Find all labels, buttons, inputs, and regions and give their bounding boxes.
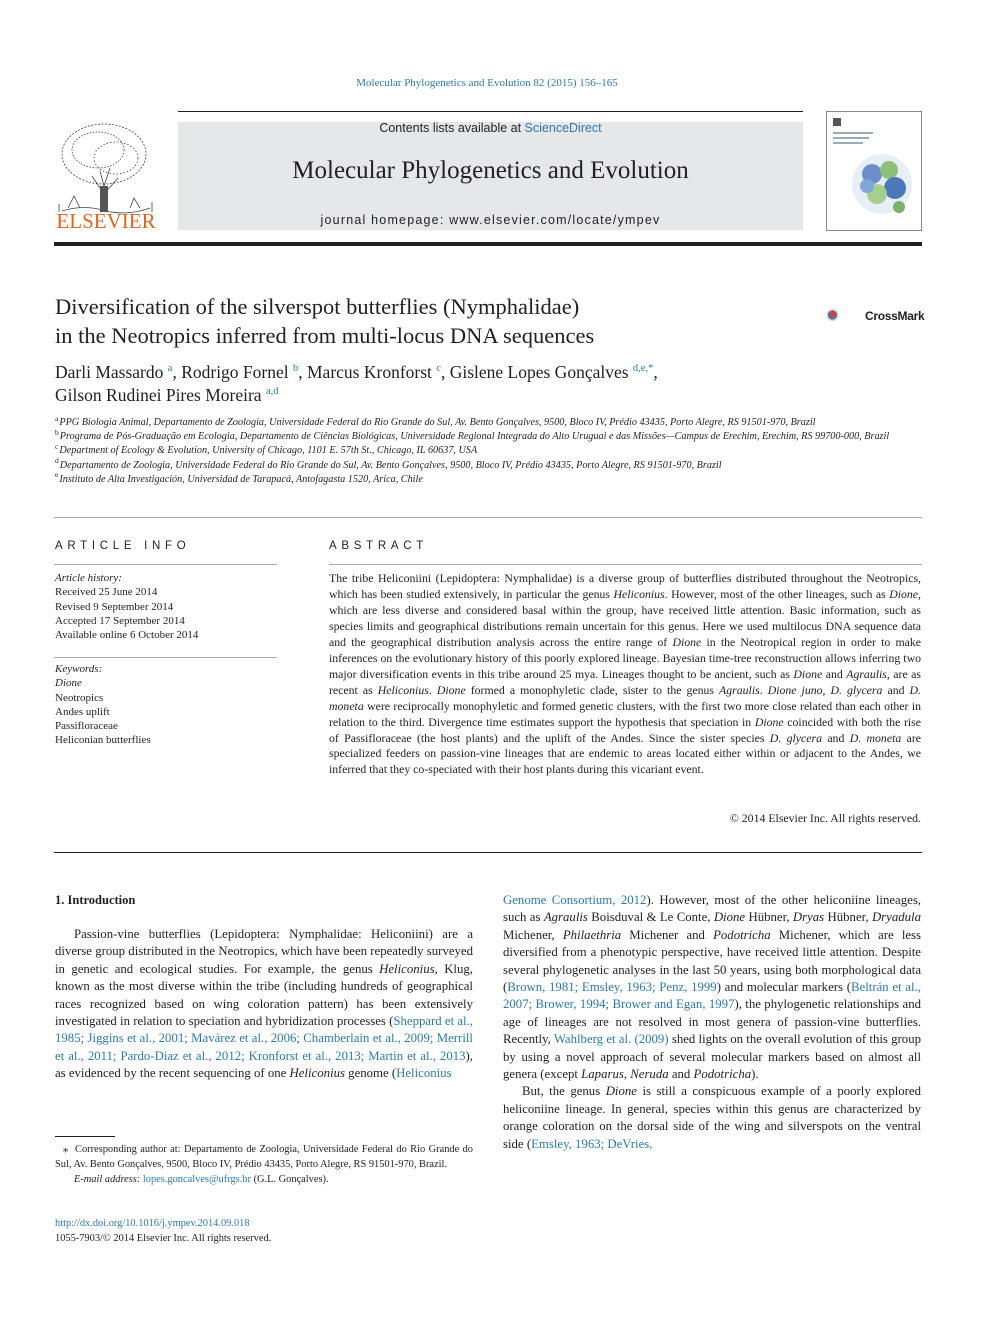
affiliation-text: Instituto de Alta Investigación, Universidad de Tarapacá, Antofagasta 1520, Arica, Chile	[59, 473, 423, 485]
article-info-heading: ARTICLE INFO	[55, 540, 191, 552]
corresponding-text: Corresponding author at: Departamento de Zoologia, Universidade Federal do Rio Grande do Sul, Av. Bento Gonçalves, 9500, Bloco IV, Prédio 43435, Porto Alegre, RS 91501-970, Brazil.	[55, 1144, 473, 1170]
author-affil-sup[interactable]: c	[436, 363, 441, 375]
keywords	[55, 662, 275, 748]
history-label: Article history:	[55, 572, 122, 584]
doi-link[interactable]: http://dx.doi.org/10.1016/j.ympev.2014.09.018	[55, 1218, 250, 1229]
divider	[54, 564, 277, 565]
article-title-line-1: Diversification of the silverspot butterflies (Nymphalidae)	[55, 294, 580, 319]
body-column-left: Passion-vine butterflies (Lepidoptera: Nymphalidae: Heliconiini) are a diverse group distributed in the Neotropics, which have been repeatedly surveyed in genetic and ecological studies. For example, the genus Heliconius, Klug, known as the most diverse within the tribe (including hundreds of geographical races recognized based on wing coloration pattern) has been extensively investigated in relation to speciation and hybridization processes (Sheppard et al., 1985; Jiggins et al., 2001; Mavárez et al., 2006; Chamberlain et al., 2009; Merrill et al., 2011; Pardo-Diaz et al., 2012; Kronforst et al., 2013; Martin et al., 2013), as evidenced by the recent sequencing of one Heliconius genome (Heliconius	[55, 927, 473, 1081]
top-rule	[178, 111, 803, 112]
doi-block	[55, 1216, 271, 1246]
author-affil-sup[interactable]: b	[293, 363, 299, 375]
author-name: Rodrigo Fornel	[181, 362, 289, 382]
footnote-rule	[55, 1136, 115, 1137]
divider	[329, 564, 922, 565]
affiliations	[55, 413, 923, 487]
affiliation-text: Departamento de Zoologia, Universidade Federal do Rio Grande do Sul, Av. Bento Gonçalves, 9500, Bloco IV, Prédio 43435, Porto Alegre, RS 91501-970, Brazil	[59, 459, 722, 471]
abstract-heading: ABSTRACT	[329, 540, 428, 552]
journal-title: Molecular Phylogenetics and Evolution	[292, 157, 689, 184]
journal-cover-art-icon	[827, 112, 921, 230]
affiliation-key: c	[55, 442, 59, 452]
author-sep: ,	[298, 362, 307, 382]
journal-cover-image[interactable]	[826, 111, 922, 231]
history-item: Revised 9 September 2014	[55, 600, 174, 613]
author-name: Gislene Lopes Gonçalves	[449, 362, 629, 382]
author-sep: ,	[440, 362, 450, 382]
keywords-label: Keywords:	[55, 663, 103, 675]
abstract-copyright: © 2014 Elsevier Inc. All rights reserved.	[729, 811, 921, 825]
crossmark-icon[interactable]	[826, 297, 862, 333]
sciencedirect-link[interactable]: ScienceDirect	[524, 121, 602, 135]
author-name: Marcus Kronforst	[307, 362, 432, 382]
author-sep: ,	[172, 362, 182, 382]
corresponding-author-footnote: ⁎ Corresponding author at: Departamento de Zoologia, Universidade Federal do Rio Grande do Sul, Av. Bento Gonçalves, 9500, Bloco IV, Prédio 43435, Porto Alegre, RS 91501-970, Brazil. E-mail address: lopes.goncalves@ufrgs.br (G.L. Gonçalves).	[55, 1144, 473, 1185]
affiliation-key: b	[55, 427, 59, 437]
history-item: Available online 6 October 2014	[55, 629, 199, 642]
section-heading: 1. Introduction	[55, 893, 136, 907]
history-item: Received 25 June 2014	[55, 586, 158, 599]
affiliation-item	[55, 444, 923, 458]
journal-reference[interactable]: Molecular Phylogenetics and Evolution 82 (2015) 156–165	[356, 77, 618, 89]
email-link[interactable]: lopes.goncalves@ufrgs.br	[142, 1174, 251, 1185]
affiliation-key: a	[55, 413, 59, 423]
keyword-item: Andes uplift	[55, 705, 110, 718]
author-name: Gilson Rudinei Pires Moreira	[55, 385, 262, 405]
author-sep: ,	[653, 362, 658, 382]
affiliation-key: d	[55, 456, 59, 466]
keyword-item: Dione	[55, 677, 82, 690]
email-label: E-mail address:	[74, 1174, 143, 1185]
affiliation-item	[55, 413, 923, 430]
author-list	[55, 361, 915, 407]
affiliation-key: e	[55, 470, 59, 480]
keyword-item: Neotropics	[55, 691, 104, 704]
header-thick-rule	[54, 242, 922, 246]
keyword-item: Heliconian butterflies	[55, 734, 151, 747]
elsevier-wordmark: ELSEVIER	[56, 209, 156, 233]
contents-prefix: Contents lists available at	[379, 121, 525, 135]
contents-line	[178, 121, 803, 135]
issn-line: 1055-7903/© 2014 Elsevier Inc. All rights reserved.	[55, 1233, 272, 1244]
divider	[54, 657, 277, 658]
homepage-url[interactable]: www.elsevier.com/locate/ympev	[449, 213, 661, 227]
article-history	[55, 571, 275, 642]
affiliation-text: Programa de Pós-Graduação em Ecologia, Departamento de Ciências Biológicas, Universidade Regional Integrada do Alto Uruguai e das Missões—Campus de Erechim, Erechim, RS 99700-000, Brazil	[59, 431, 890, 443]
homepage-prefix: journal homepage:	[320, 213, 450, 227]
article-title-line-2: in the Neotropics inferred from multi-locus DNA sequences	[55, 323, 595, 348]
crossmark-label[interactable]: CrossMark	[865, 309, 925, 323]
divider	[54, 852, 922, 853]
journal-homepage	[178, 213, 803, 227]
divider	[54, 517, 922, 518]
affiliation-text: PPG Biologia Animal, Departamento de Zoologia, Universidade Federal do Rio Grande do Sul, Av. Bento Gonçalves, 9500, Bloco IV, Prédio 43435, Porto Alegre, RS 91501-970, Brazil	[59, 417, 816, 428]
history-item: Accepted 17 September 2014	[55, 614, 185, 627]
author-affil-sup[interactable]: a	[167, 363, 173, 375]
keyword-item: Passifloraceae	[55, 720, 118, 733]
email-owner: (G.L. Gonçalves).	[250, 1174, 329, 1185]
author-affil-sup[interactable]: a,d	[265, 386, 279, 398]
abstract-text: The tribe Heliconiini (Lepidoptera: Nymphalidae) is a diverse group of butterflies distributed throughout the Neotropics, which has been studied extensively, in particular the genus Heliconius. However, most of the other lineages, such as Dione, which are less diverse and considered basal within the group, have received little attention. Basic information, such as species limits and geographical distributions remain uncertain for this genus. Here we used multilocus DNA sequence data and the geographical distribution analysis across the entire range of Dione in the Neotropical region in order to make inferences on the evolutionary history of this poorly explored lineage. Bayesian time-tree reconstruction allows inferring two major diversification events in this tribe around 25 mya. Lineages thought to be ancient, such as Dione and Agraulis, are as recent as Heliconius. Dione formed a monophyletic clade, sister to the genus Agraulis. Dione juno, D. glycera and D. moneta were reciprocally monophyletic and formed genetic clusters, with the first two more close related than each other in relation to the third. Divergence time estimates support the hypothesis that speciation in Dione coincided with both the rise of Passifloraceae (the host plants) and the uplift of the Andes. Since the sister species D. glycera and D. moneta are specialized feeders on passion-vine lineages that are endemic to areas located either within or adjacent to the Andes, we inferred that they co-speciated with their host plants during this vicariant event.	[329, 571, 921, 777]
affiliation-text: Department of Ecology & Evolution, University of Chicago, 1101 E. 57th St., Chicago, IL 60637, USA	[59, 445, 478, 457]
affiliation-item	[55, 456, 923, 473]
article-title	[55, 292, 775, 350]
body-column-right: Genome Consortium, 2012). However, most of the other heliconiine lineages, such as Agraulis Boisduval & Le Conte, Dione Hübner, Dryas Hübner, Dryadula Michener, Philaethria Michener and Podotricha Michener, which are less diversified from a phenotypic perspective, have received little attention. Despite several phylogenetic analyses in the last 50 years, using both morphological data (Brown, 1981; Emsley, 1963; Penz, 1999) and molecular markers (Beltrán et al., 2007; Brower, 1994; Brower and Egan, 1997), the phylogenetic relationships and age of lineages are not resolved in most genera of passion-vine butterflies. Recently, Wahlberg et al. (2009) shed lights on the overall evolution of this group by using a novel approach of several molecular markers based on almost all genera (except Laparus, Neruda and Podotricha). But, the genus Dione is still a conspicuous example of a poorly explored heliconiine lineage. In general, species within this genus are characterized by orange coloration on the dorsal side of the wing and silverspots on the ventral side (Emsley, 1963; DeVries,	[503, 893, 922, 1151]
affiliation-item	[55, 470, 923, 487]
author-name: Darli Massardo	[55, 362, 164, 382]
author-affil-sup[interactable]: d,e,*	[632, 363, 654, 375]
affiliation-item	[55, 427, 923, 444]
